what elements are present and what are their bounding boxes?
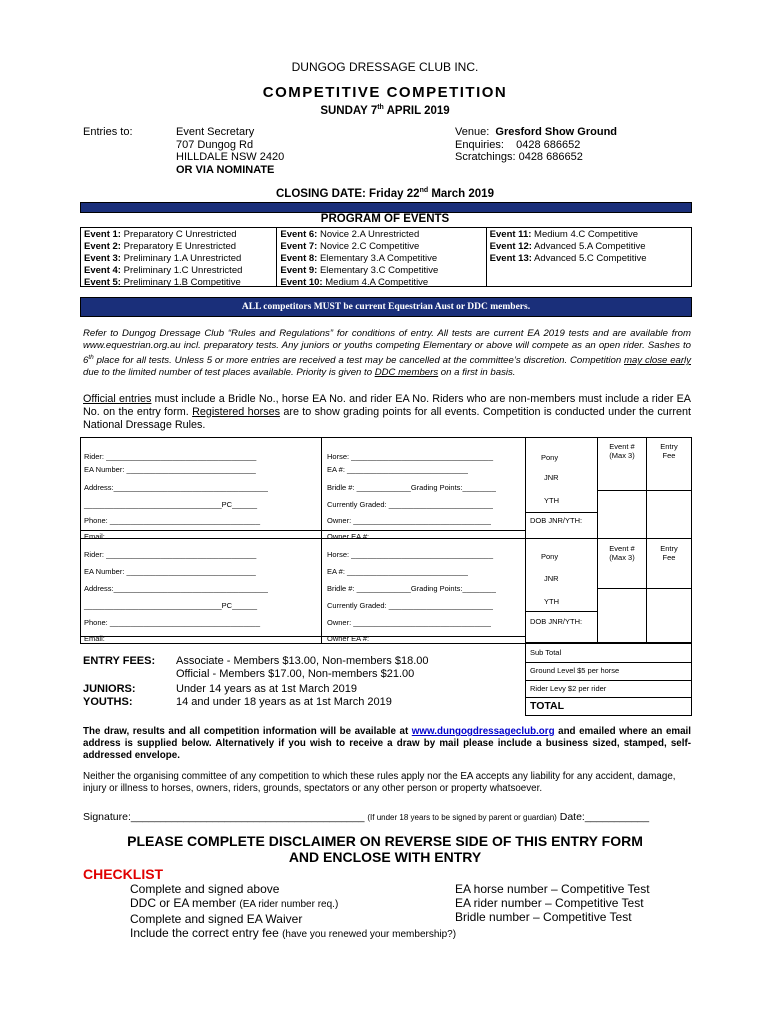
- draw-paragraph: The draw, results and all competition information will be available at www.dungogdressageclub.org and emailed where an email address is supplied below. Alternatively if you wish to receive a draw by mail please include a business sized, stamped, self-addressed envelope.: [83, 726, 692, 761]
- juniors-values: Under 14 years as at 1st March 2019 14 and under 18 years as at 1st March 2019: [176, 683, 392, 708]
- entries-label: Entries to:: [83, 126, 133, 138]
- ea-number-field[interactable]: EA Number: _______________________________: [84, 465, 256, 474]
- ea-number-field[interactable]: EA Number: _______________________________: [84, 567, 256, 576]
- horse-field[interactable]: Horse: __________________________________: [327, 452, 493, 461]
- horse-ea-field[interactable]: EA #: _____________________________: [327, 567, 468, 576]
- membership-banner: ALL competitors MUST be current Equestrian Aust or DDC members.: [80, 297, 692, 317]
- event-item: Event 10: Medium 4.A Competitive: [280, 277, 429, 288]
- horse-ea-field[interactable]: EA #: _____________________________: [327, 465, 468, 474]
- event-item: Event 4: Preliminary 1.C Unrestricted: [84, 265, 243, 276]
- rules-paragraph: Refer to Dungog Dressage Club “Rules and Regulations” for conditions of entry. All tests are current EA 2019 tests and are available from www.equestrian.org.au incl. preparatory tests. Any juniors or youths competing Elementary or above will compete as an open rider. Sashes to 6th place for all tests. Unless 5 or more entries are received a test may be cancelled at the committee’s discretion. Competition may close early due to the limited number of test places available. Priority is given to DDC members on a first in basis.: [83, 328, 691, 379]
- checklist-item: EA rider number – Competitive Test: [455, 896, 644, 910]
- graded-field[interactable]: Currently Graded: _________________________: [327, 500, 493, 509]
- event-item: Event 13: Advanced 5.C Competitive: [489, 253, 647, 264]
- checklist-right: [455, 882, 650, 924]
- checklist-item: DDC or EA member (EA rider number req.): [130, 896, 339, 910]
- events-column-2: [277, 228, 486, 286]
- liability-paragraph: Neither the organising committee of any competition to which these rules apply nor the EA accepts any liability for any accident, damage, injury or illness to horses, owners, riders, grounds, spectators or any other person or property whatsoever.: [83, 771, 676, 794]
- total-label: TOTAL: [530, 700, 565, 712]
- address-field[interactable]: Address:_____________________________________: [84, 584, 268, 593]
- address-field[interactable]: Address:_____________________________________: [84, 483, 268, 492]
- dob-field[interactable]: DOB JNR/YTH:: [530, 617, 583, 626]
- event-number-header: Event # (Max 3): [609, 442, 635, 460]
- owner-ea-field[interactable]: Owner EA #:: [327, 634, 370, 643]
- entry-fee-header: Entry Fee: [660, 442, 678, 460]
- rider-field[interactable]: Rider: ____________________________________: [84, 550, 257, 559]
- events-column-1: [81, 228, 277, 286]
- program-title: PROGRAM OF EVENTS: [320, 213, 450, 225]
- owner-field[interactable]: Owner: _________________________________: [327, 516, 491, 525]
- checklist-item: Complete and signed above: [130, 882, 280, 896]
- postcode-field[interactable]: _________________________________PC______: [84, 601, 258, 610]
- email-field[interactable]: Email:: [84, 634, 105, 643]
- phone-field[interactable]: Phone: ____________________________________: [84, 618, 261, 627]
- checklist-item: EA horse number – Competitive Test: [455, 882, 650, 896]
- email-field[interactable]: Email:: [84, 532, 105, 541]
- signature-line[interactable]: Signature:________________________________________ (If under 18 years to be signed by parent or guardian) Date:___________: [83, 811, 650, 823]
- rider-levy-label: Rider Levy $2 per rider: [530, 684, 607, 693]
- owner-field[interactable]: Owner: _________________________________: [327, 618, 491, 627]
- event-item: Event 3: Preliminary 1.A Unrestricted: [84, 253, 242, 264]
- official-entries-paragraph: Official entries must include a Bridle No., horse EA No. and rider EA No. Riders who are non-members must include a rider EA No. on the entry form. Registered horses are to show grading points for all events. Competition is conducted under the current National Dressage Rules.: [83, 393, 691, 431]
- closing-date: CLOSING DATE: Friday 22nd March 2019: [276, 187, 494, 200]
- yth-option[interactable]: YTH: [544, 597, 559, 606]
- jnr-option[interactable]: JNR: [544, 473, 559, 482]
- pony-option[interactable]: Pony: [541, 453, 559, 462]
- checklist-left: [130, 882, 456, 942]
- entry-fees-label: ENTRY FEES:: [83, 655, 156, 667]
- checklist-item: Bridle number – Competitive Test: [455, 910, 632, 924]
- disclaimer-notice: PLEASE COMPLETE DISCLAIMER ON REVERSE SIDE OF THIS ENTRY FORM AND ENCLOSE WITH ENTRY: [127, 833, 643, 865]
- club-website-link[interactable]: www.dungogdressageclub.org: [411, 726, 555, 737]
- event-item: Event 7: Novice 2.C Competitive: [280, 241, 420, 252]
- pony-option[interactable]: Pony: [541, 552, 559, 561]
- page-title: COMPETITIVE COMPETITION: [262, 84, 508, 101]
- yth-option[interactable]: YTH: [544, 496, 559, 505]
- events-table: [80, 227, 692, 287]
- event-item: Event 12: Advanced 5.A Competitive: [489, 241, 646, 252]
- club-name: DUNGOG DRESSAGE CLUB INC.: [291, 60, 479, 74]
- bridle-field[interactable]: Bridle #: _____________Grading Points:________: [327, 483, 496, 492]
- event-item: Event 8: Elementary 3.A Competitive: [280, 253, 438, 264]
- entry-fee-header: Entry Fee: [660, 544, 678, 562]
- rider-field[interactable]: Rider: ____________________________________: [84, 452, 257, 461]
- totals-box: [525, 642, 692, 716]
- bridle-field[interactable]: Bridle #: _____________Grading Points:________: [327, 584, 496, 593]
- entry-fees-values: Associate - Members $13.00, Non-members $18.00 Official - Members $17.00, Non-members $21.00: [176, 655, 429, 680]
- event-item: Event 6: Novice 2.A Unrestricted: [280, 229, 420, 240]
- owner-ea-field[interactable]: Owner EA #:: [327, 532, 370, 541]
- event-number-header: Event # (Max 3): [609, 544, 635, 562]
- entry-form: [80, 437, 692, 644]
- postcode-field[interactable]: _________________________________PC______: [84, 500, 258, 509]
- ground-level-label: Ground Level $5 per horse: [530, 666, 620, 675]
- divider-bar: [80, 202, 692, 213]
- event-date: SUNDAY 7th APRIL 2019: [320, 104, 450, 117]
- phone-field[interactable]: Phone: ____________________________________: [84, 516, 261, 525]
- event-item: Event 1: Preparatory C Unrestricted: [84, 229, 237, 240]
- events-column-3: [487, 228, 691, 286]
- subtotal-label: Sub Total: [530, 648, 562, 657]
- venue-info: Venue: Gresford Show Ground Enquiries: 0428 686652 Scratchings: 0428 686652: [455, 126, 618, 163]
- checklist-item: Complete and signed EA Waiver: [130, 912, 303, 926]
- dob-field[interactable]: DOB JNR/YTH:: [530, 516, 583, 525]
- event-item: Event 2: Preparatory E Unrestricted: [84, 241, 237, 252]
- event-item: Event 5: Preliminary 1.B Competitive: [84, 277, 241, 288]
- horse-field[interactable]: Horse: __________________________________: [327, 550, 493, 559]
- event-item: Event 9: Elementary 3.C Competitive: [280, 265, 439, 276]
- checklist-title: CHECKLIST: [83, 866, 164, 882]
- juniors-labels: JUNIORS: YOUTHS:: [83, 683, 136, 708]
- graded-field[interactable]: Currently Graded: _________________________: [327, 601, 493, 610]
- entries-address: Event Secretary 707 Dungog Rd HILLDALE NSW 2420 OR VIA NOMINATE: [176, 126, 285, 176]
- jnr-option[interactable]: JNR: [544, 574, 559, 583]
- event-item: Event 11: Medium 4.C Competitive: [489, 229, 639, 240]
- checklist-item: Include the correct entry fee (have you renewed your membership?): [130, 926, 457, 940]
